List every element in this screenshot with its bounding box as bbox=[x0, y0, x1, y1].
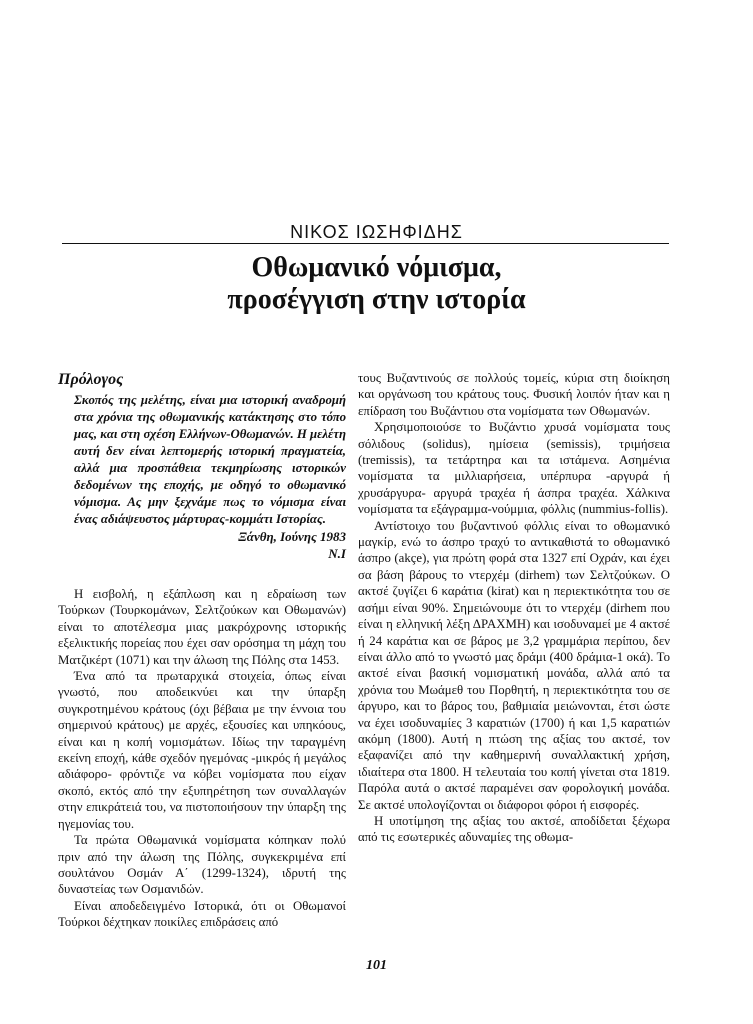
title-line-1: Οθωμανικό νόμισμα, bbox=[251, 252, 502, 283]
paragraph: Τα πρώτα Οθωμανικά νομίσματα κόπηκαν πολύ πριν από την άλωση της Πόλης, συγκεκριμένα επί σουλτάνου Οσμάν Α΄ (1299-1324), ιδρυτή της δυναστείας των Οσμανιδών. bbox=[58, 833, 346, 897]
section-spacer bbox=[58, 562, 346, 586]
prologue-initials: Ν.Ι bbox=[328, 546, 346, 561]
header-rule bbox=[62, 243, 669, 244]
paragraph: Η υποτίμηση της αξίας του ακτσέ, αποδίδεται ξέχωρα από τις εσωτερικές αδυναμίες της οθωμα- bbox=[358, 813, 670, 845]
right-column bbox=[358, 370, 670, 846]
prologue-heading: Πρόλογος bbox=[58, 371, 124, 388]
author-name: ΝΙΚΟΣ ΙΩΣΗΦΙΔΗΣ bbox=[290, 222, 463, 242]
paragraph: Αντίστοιχο του βυζαντινού φόλλις είναι το οθωμανικό μαγκίρ, ενώ το άσπρο τραχύ το αντικαθιστά το οθωμανικό άσπρο (akçe), για πρώτη φορά στα 1327 επί Οχράν, και έχει σα βάση βάρους το ντερχέμ (dirhem) των Σελτζούκων. Ο ακτσέ ζυγίζει 6 καράτια (kirat) και η περιεκτικότητα του σε ασήμι είναι 90%. Σημειώνουμε ότι το ντερχέμ (dirhem που είναι η ελληνική λέξη ΔΡΑΧΜΗ) και ισοδυναμεί με 4 ακτσέ ή 24 καράτια και σε βάρος με 3,2 γραμμάρια περίπου, δεν είναι άλλο από το γνωστό μας δράμι (400 δράμια-1 οκά). Το ακτσέ είναι βασική νομισματική μονάδα, αλλά από τα χρόνια του Μωάμεθ του Πορθητή, η περιεκτικότητα του σε άργυρο, και το βάρος του, βαθμιαία μειώνονται, έτσι ώστε να έχει ισοδυναμίες 3 καρατιών (1700) ή και 1,5 καρατιών ακόμη (1800). Αυτή η πτώση της αξίας του ακτσέ, τον εξαφανίζει από την καθημερινή συναλλακτική χρήση, ιδιαίτερα στα 1800. Η τελευταία του κοπή γίνεται στα 1819. Παρόλα αυτά ο ακτσέ παραμένει σαν φορολογική μονάδα. Σε ακτσέ υπολογίζονται οι διάφοροι φόροι ή εισφορές. bbox=[358, 518, 670, 812]
paragraph: Η εισβολή, η εξάπλωση και η εδραίωση των Τούρκων (Τουρκομάνων, Σελτζούκων και Οθωμανών) είναι το αποτέλεσμα μιας μακρόχρονης ιστορικής εξελικτικής πορείας που έχει σαν ορόσημα τη μάχη του Ματζικέρτ (1071) και την άλωση της Πόλης στα 1453. bbox=[58, 587, 346, 667]
paragraph: Είναι αποδεδειγμένο Ιστορικά, ότι οι Οθωμανοί Τούρκοι δέχτηκαν ποικίλες επιδράσεις από bbox=[58, 898, 346, 930]
paragraph: Ένα από τα πρωταρχικά στοιχεία, όπως είναι γνωστό, που αποδεικνύει και την ύπαρξη συγκροτημένου κράτους (όχι βέβαια με την έννοια του σημερινού κράτους) με αρχές, εξουσίες και υπηκόους, είναι και η κοπή νομισμάτων. Ιδίως την ταραγμένη εκείνη εποχή, κάθε σχεδόν ηγεμόνας -μικρός ή μεγάλος αδιάφορο- φρόντιζε να κόβει νομίσματα που είχαν σκοπό, εκτός από την εξυπηρέτηση των συναλλαγών στην επικράτειά του, να πιστοποιήσουν την ύπαρξη της ηγεμονίας του. bbox=[58, 669, 346, 831]
page-number: 101 bbox=[366, 958, 387, 973]
paragraph: τους Βυζαντινούς σε πολλούς τομείς, κύρια στη διοίκηση και οργάνωση του κράτους τους. Φυσική λοιπόν ήταν και η επίδραση του Βυζάντιου στα νομίσματα των Οθωμανών. bbox=[358, 371, 670, 418]
prologue-abstract: Σκοπός της μελέτης, είναι μια ιστορική αναδρομή στα χρόνια της οθωμανικής κατάκτησης στο τόπο μας, και στη σχέση Ελλήνων-Οθωμανών. Η μελέτη αυτή δεν είναι λεπτομερής ιστορική πραγματεία, αλλά μια προσπάθεια τεκμηρίωσης ιστορικών δεδομένων της εποχής, με οδηγό το οθωμανικό νόμισμα. Ας μην ξεχνάμε πως το νόμισμα είναι ένας αδιάψευστος μάρτυρας-κομμάτι Ιστορίας. bbox=[74, 393, 346, 526]
article-title bbox=[0, 252, 753, 316]
title-line-2: προσέγγιση στην ιστορία bbox=[227, 284, 526, 315]
left-column bbox=[58, 370, 346, 931]
prologue-place-date: Ξάνθη, Ιούνης 1983 bbox=[238, 529, 346, 544]
paragraph: Χρησιμοποιούσε το Βυζάντιο χρυσά νομίσματα τους σόλιδους (solidus), ημίσεια (semissis), τριμήσεια (tremissis), τα τετάρτηρα και τα ιστάμενα. Ασημένια νομίσματα τα μιλλιαρήσεια, υπέρπυρα -αργυρά ή χρυσάργυρα- αργυρά τραχέα ή άσπρα τραχέα. Χάλκινα νομίσματα τα εξάγραμμα-νούμμια, φόλλις (nummius-follis). bbox=[358, 420, 670, 517]
